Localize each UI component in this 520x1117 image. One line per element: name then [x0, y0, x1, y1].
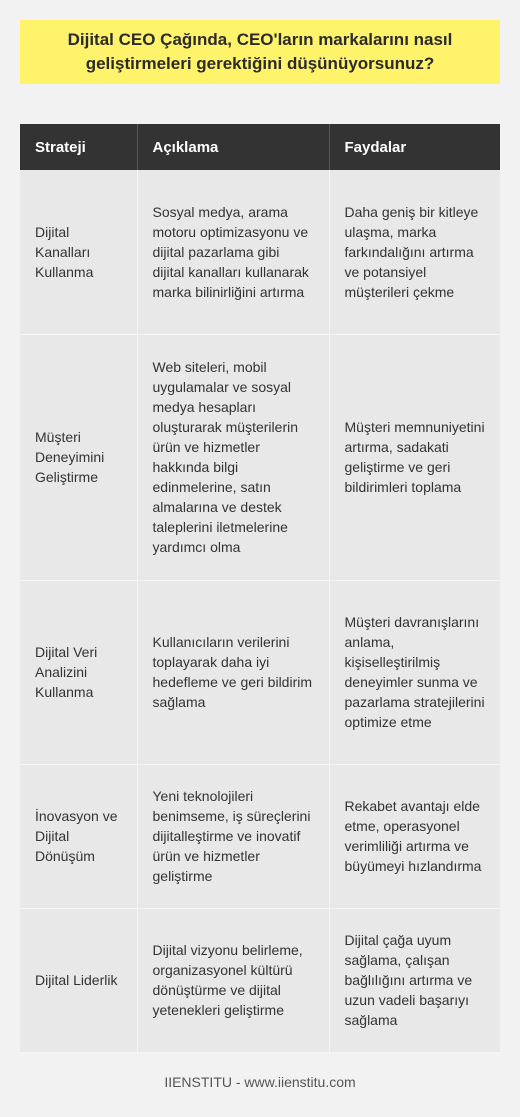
description-cell: Kullanıcıların verilerini toplayarak daha iyi hedefleme ve geri bildirim sağlama	[137, 580, 329, 764]
description-cell: Sosyal medya, arama motoru optimizasyonu ve dijital pazarlama gibi dijital kanalları kullanarak marka bilinirliğini artırma	[137, 170, 329, 334]
strategy-cell: Dijital Veri Analizini Kullanma	[20, 580, 137, 764]
title-banner	[20, 20, 500, 84]
table-row	[20, 170, 500, 334]
benefits-cell: Müşteri memnuniyetini artırma, sadakati geliştirme ve geri bildirimleri toplama	[329, 334, 500, 580]
strategy-cell: Dijital Liderlik	[20, 908, 137, 1052]
table-row	[20, 580, 500, 764]
strategy-cell: İnovasyon ve Dijital Dönüşüm	[20, 764, 137, 908]
table-header-row	[20, 124, 500, 170]
table-body	[20, 170, 500, 1052]
table-header	[20, 124, 500, 170]
footer-credit: IIENSTITU - www.iienstitu.com	[164, 1074, 356, 1090]
strategy-table	[20, 124, 500, 1053]
description-cell: Yeni teknolojileri benimseme, iş süreçlerini dijitalleştirme ve inovatif ürün ve hizmetler geliştirme	[137, 764, 329, 908]
column-header-strategy: Strateji	[20, 124, 137, 170]
description-cell: Dijital vizyonu belirleme, organizasyonel kültürü dönüştürme ve dijital yetenekleri geliştirme	[137, 908, 329, 1052]
benefits-cell: Rekabet avantajı elde etme, operasyonel verimliliği artırma ve büyümeyi hızlandırma	[329, 764, 500, 908]
column-header-description: Açıklama	[137, 124, 329, 170]
table-row	[20, 764, 500, 908]
description-cell: Web siteleri, mobil uygulamalar ve sosyal medya hesapları oluşturarak müşterilerin ürün ve hizmetler hakkında bilgi edinmelerine, satın almalarına ve destek taleplerini iletmelerine yardımcı olma	[137, 334, 329, 580]
table-row	[20, 334, 500, 580]
column-header-benefits: Faydalar	[329, 124, 500, 170]
strategy-cell: Müşteri Deneyimini Geliştirme	[20, 334, 137, 580]
benefits-cell: Dijital çağa uyum sağlama, çalışan bağlılığını artırma ve uzun vadeli başarıyı sağlama	[329, 908, 500, 1052]
table-row	[20, 908, 500, 1052]
benefits-cell: Müşteri davranışlarını anlama, kişiselleştirilmiş deneyimler sunma ve pazarlama stratejilerini optimize etme	[329, 580, 500, 764]
benefits-cell: Daha geniş bir kitleye ulaşma, marka farkındalığını artırma ve potansiyel müşterileri çekme	[329, 170, 500, 334]
page-title: Dijital CEO Çağında, CEO'ların markalarını nasıl geliştirmeleri gerektiğini düşünüyorsunuz?	[67, 30, 453, 73]
strategy-cell: Dijital Kanalları Kullanma	[20, 170, 137, 334]
